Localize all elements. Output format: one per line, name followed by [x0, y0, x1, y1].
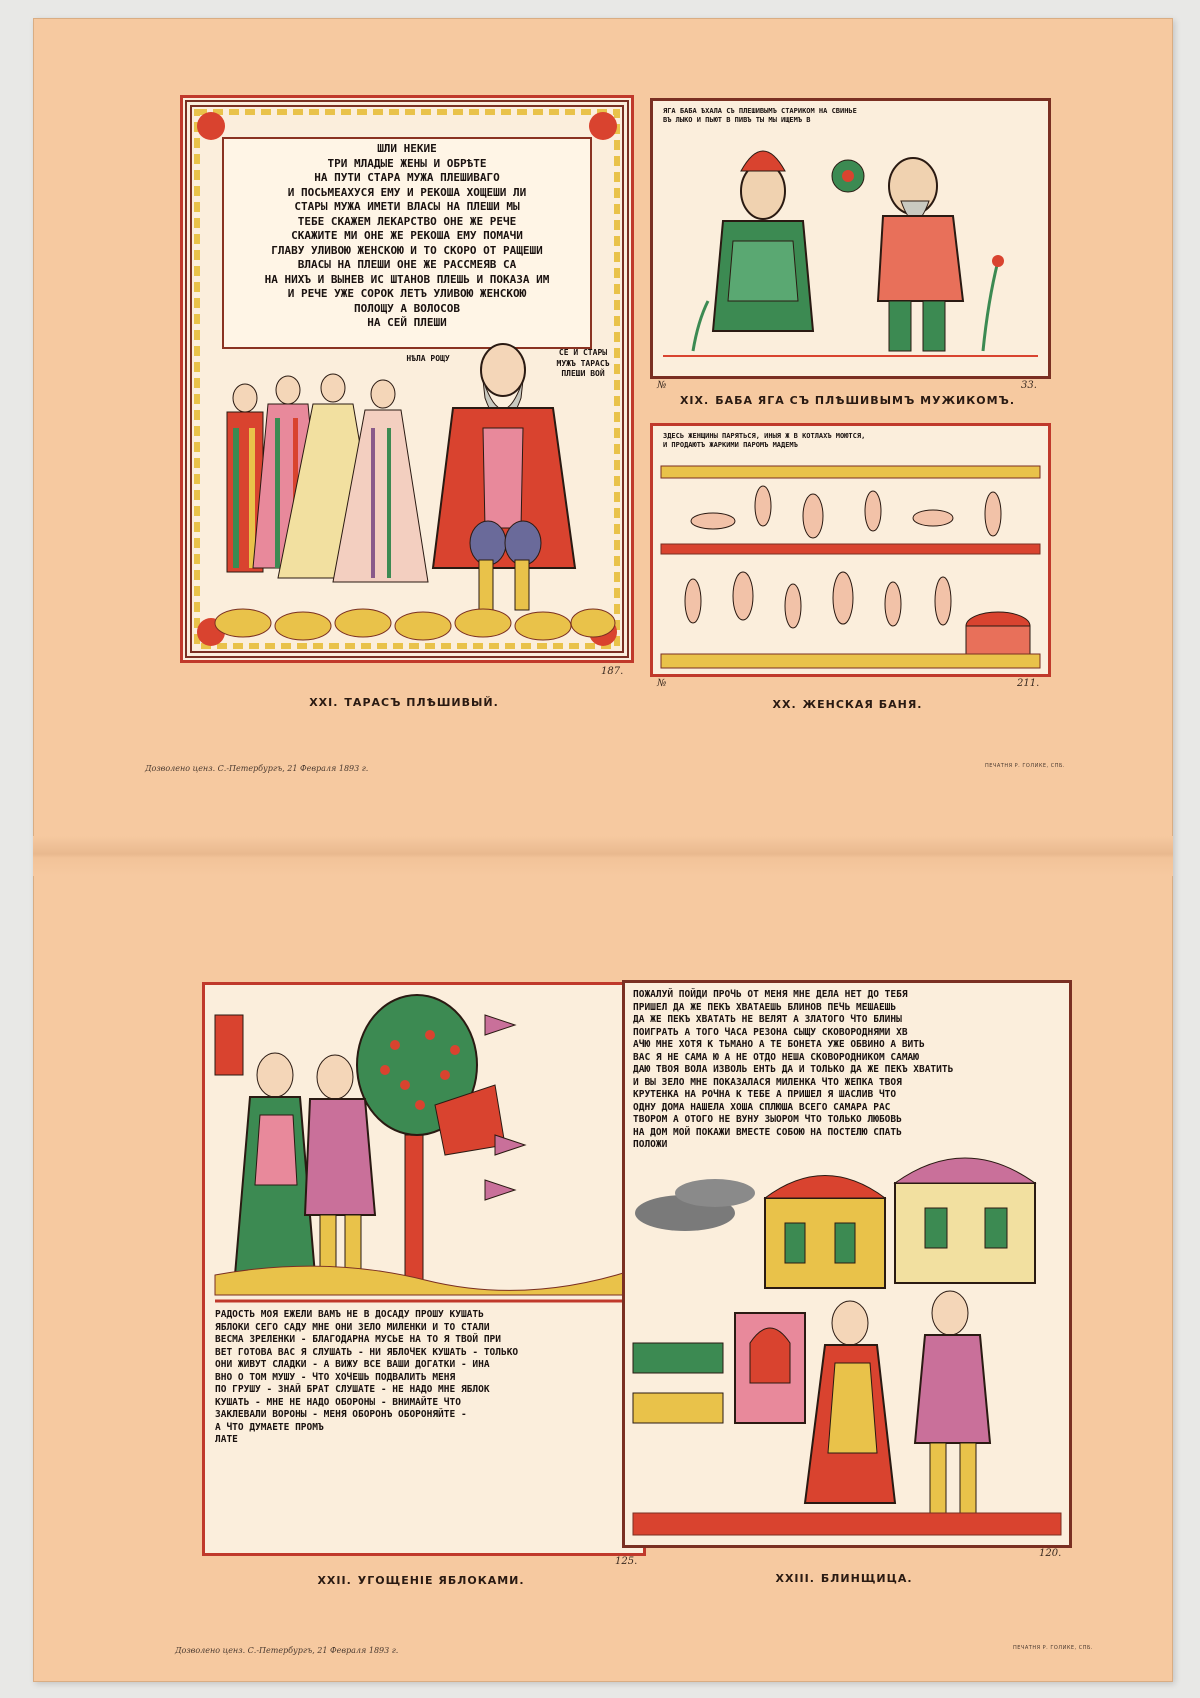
plate-xix-image: [650, 98, 1051, 379]
plate-xxiii-caption: [622, 1572, 1066, 1585]
plate-xix-title: БАБА ЯГА СЪ ПЛѢШИВЫМЪ МУЖИКОМЪ.: [715, 394, 1016, 407]
plate-xxiii-image: [622, 980, 1072, 1548]
printer-imprint-bottom: ПЕЧАТНЯ Р. ГОЛИКЕ, СПБ.: [1013, 1645, 1093, 1651]
plate-xx-corner-number: №: [657, 678, 667, 689]
sheet-fold: [33, 836, 1173, 876]
plate-xxii-title: УГОЩЕНIЕ ЯБЛОКАМИ.: [357, 1574, 525, 1587]
plate-xxiii-number: XXIII.: [775, 1572, 815, 1585]
plate-xx-title: ЖЕНСКАЯ БАНЯ.: [802, 698, 923, 711]
plate-xx-plate-number: 211.: [1017, 678, 1040, 689]
censorship-note-top: Дозволено ценз. С.-Петербургъ, 21 Февраля 1893 г.: [145, 764, 369, 773]
censorship-note-bottom: Дозволено ценз. С.-Петербургъ, 21 Февраля 1893 г.: [175, 1646, 399, 1655]
plate-xxi-number: XXI.: [309, 696, 339, 709]
plate-xix-inscription: ЯГА БАБА ѢХАЛА СЪ ПЛЕШИВЫМЪ СТАРИКОМ НА СВИНЬЕ ВЪ ЛЫКО И ПЬЮТ В ПИВЪ ТЫ МЫ ИЩЕМЪ В: [663, 107, 857, 125]
plate-xxi-plate-number: 187.: [601, 666, 624, 677]
plate-xix-plate-number: 33.: [1021, 380, 1037, 391]
plate-xxiii-inscription: ПОЖАЛУЙ ПОЙДИ ПРОЧЬ ОТ МЕНЯ МНЕ ДЕЛА НЕТ ДО ТЕБЯ ПРИШЕЛ ДА ЖЕ ПЕКЪ ХВАТАЕШЬ БЛИНОВ ПЕЧЬ МЕШАЕШЬ ДА ЖЕ ПЕКЪ ХВАТАТЬ НЕ ВЕЛЯТ А ЗЛАТОГО ЧТО БЛИНЫ ПОИГРАТЬ А ТОГО ЧАСА РЕЗОНА СЫЩУ СКОВОРОДНЯМИ ХВ АЧЮ МНЕ ХОТЯ К ТЬМАНО А ТЕ БОНЕТА УЖЕ ОБВИНО А ВИТЬ ВАС Я НЕ САМА Ю А НЕ ОТДО НЕША СКОВОРОДНИКОМ САМАЮ ДАЮ ТВОЯ ВОЛА ИЗВОЛЬ ЕНТЬ ДА И ТОЛЬКО ДА ЖЕ ПЕКЪ ХВАТИТЬ И ВЫ ЗЕЛО МНЕ ПОКАЗАЛАСЯ МИЛЕНКА ЧТО ЖЕПКА ТВОЯ КРУТЕНКА НА РОЧНА К ТЕБЕ А ПРИШЕЛ Я ШАСЛИВ ЧТО ОДНУ ДОМА НАШЕЛА ХОША СПЛЮША ВСЕГО САМАРА РАС ТВОРОМ А ОТОГО НЕ ВУНУ ЗЫОРОМ ЧТО ТОЛЬКО ЛЮБОВЬ НА ДОМ МОЙ ПОКАЖИ ВМЕСТЕ СОБОЮ НА ПОСТЕЛЮ СПАТЬ ПОЛОЖИ: [633, 989, 954, 1151]
plate-xix-corner-number: №: [657, 380, 667, 391]
plate-xxi-title: ТАРАСЪ ПЛѢШИВЫЙ.: [344, 696, 499, 709]
plate-xx-image: [650, 423, 1051, 677]
plate-xxiii-plate-number: 120.: [1039, 1548, 1062, 1559]
plate-xx-number: XX.: [772, 698, 797, 711]
plate-xix-woodcut: [653, 101, 1048, 376]
plate-xxii-woodcut: [205, 985, 643, 1553]
plate-xxi-label-left: НѢЛА РОЩУ: [406, 354, 450, 363]
plate-xx-woodcut: [653, 426, 1048, 674]
plate-xxii-number: XXII.: [317, 1574, 352, 1587]
plate-xxii-image: [202, 982, 646, 1556]
printer-imprint-top: ПЕЧАТНЯ Р. ГОЛИКЕ, СПБ.: [985, 763, 1065, 769]
plate-xxi-label-right: СЕ И СТАРЫ МУЖЪ ТАРАСЪ ПЛЕШИ ВОЙ: [556, 348, 610, 379]
plate-xxii-inscription: РАДОСТЬ МОЯ ЕЖЕЛИ ВАМЪ НЕ В ДОСАДУ ПРОШУ КУШАТЬ ЯБЛОКИ СЕГО САДУ МНЕ ОНИ ЗЕЛО МИЛЕНКИ И ТО СТАЛИ ВЕСМА ЗРЕЛЕНКИ - БЛАГОДАРНА МУСЬЕ НА ТО Я ТВОЙ ПРИ ВЕТ ГОТОВА ВАС Я СЛУШАТЬ - НИ ЯБЛОЧЕК КУШАТЬ - ТОЛЬКО ОНИ ЖИВУТ СЛАДКИ - А ВИЖУ ВСЕ ВАШИ ДОГАТКИ - ИНА ВНО О ТОМ МУШУ - ЧТО ХОЧЕШЬ ПОДВАЛИТЬ МЕНЯ ПО ГРУШУ - ЗНАЙ БРАТ СЛУШАТЕ - НЕ НАДО МНЕ ЯБЛОК КУШАТЬ - МНЕ НЕ НАДО ОБОРОНЫ - ВНИМАЙТЕ ЧТО ЗАКЛЕВАЛИ ВОРОНЫ - МЕНЯ ОБОРОНЪ ОБОРОНЯЙТЕ - А ЧТО ДУМАЕТЕ ПРОМЪ ЛАТЕ: [215, 1309, 519, 1446]
plate-xx-caption: [650, 698, 1045, 711]
plate-xxi-inscription: ШЛИ НЕКИЕ ТРИ МЛАДЫЕ ЖЕНЫ И ОБРѢТЕ НА ПУТИ СТАРА МУЖА ПЛЕШИВАГO И ПОСЬМЕАХУСЯ ЕМУ И РЕКОША ХОЩЕШИ ЛИ СТАРЫ МУЖА ИМЕТИ ВЛАСЫ НА ПЛЕШИ МЫ ТЕБЕ СКАЖЕМ ЛЕКАРСТВО ОНЕ ЖЕ РЕЧЕ СКАЖИТЕ МИ ОНЕ ЖЕ РЕКОША ЕМУ ПОМАЧИ ГЛАВУ УЛИВОЮ ЖЕНСКОЮ И ТО СКОРО ОТ РАЩЕШИ ВЛАСЫ НА ПЛЕШИ ОНЕ ЖЕ РАССМЕЯВ СА НА НИХЪ И ВЫНЕВ ИС ШТАНОВ ПЛЕШЬ И ПОКАЗА ИМ И РЕЧЕ УЖЕ СОРОК ЛЕТЪ УЛИВОЮ ЖЕНСКОЮ ПОЛОЩУ А ВОЛОСОВ НА СЕЙ ПЛЕШИ: [264, 142, 550, 330]
plate-xxi-image: [180, 95, 634, 663]
plate-xxii-plate-number: 125.: [615, 1556, 638, 1567]
plate-xxii-caption: [202, 1574, 640, 1587]
plate-xix-caption: [650, 394, 1045, 407]
plate-xxiii-title: БЛИНЩИЦА.: [820, 1572, 913, 1585]
plate-xix-number: XIX.: [679, 394, 710, 407]
print-sheet: [33, 18, 1173, 1682]
plate-xx-inscription: ЗДЕСЬ ЖЕНЩИНЫ ПАРЯТЬСЯ, ИНЫЯ Ж В КОТЛАХЪ МОЮТСЯ, И ПРОДАЮТЪ ЖАРКИМИ ПАРОМЪ МАДЕМЪ: [663, 432, 866, 450]
plate-xxi-caption: [180, 696, 628, 709]
